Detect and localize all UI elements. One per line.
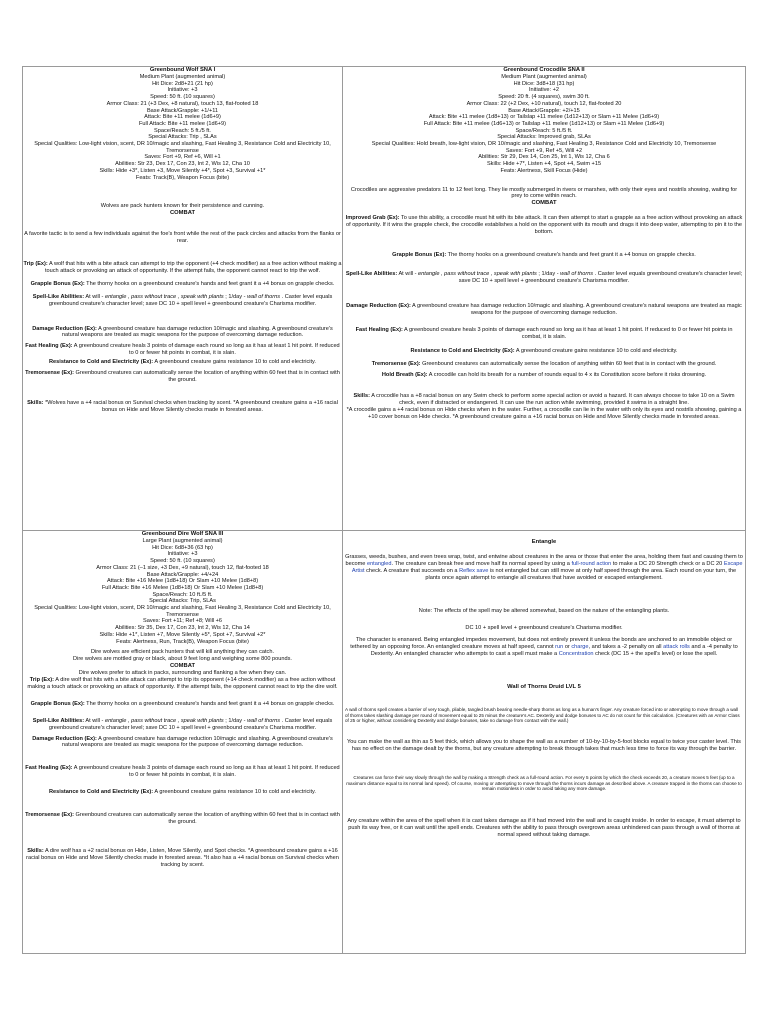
stat-line: Base Attack/Grapple: +2/+15 — [508, 107, 580, 114]
wolf-skills — [23, 400, 342, 414]
spell-name: wall of thorns — [247, 293, 281, 300]
crocodile-combat-heading: COMBAT — [531, 200, 557, 207]
ability-text: A greenbound creature heals 3 points of damage each round so long as it has at least 1 hit point. If reduced to 0 or fewer hit points in combat, it is slain. — [402, 326, 733, 340]
stat-line: Initiative: +2 — [528, 87, 559, 94]
stat-line: Special Attacks: Improved grab, SLAs — [497, 134, 591, 141]
ability-heading: Damage Reduction (Ex): — [32, 735, 97, 742]
ability-text: Greenbound creatures can automatically sense the location of anything within 60 feet that is in contact with the ground. — [420, 361, 717, 368]
spell-list: entangle , pass without trace , speak with plants — [418, 270, 537, 277]
creature-table — [22, 66, 746, 954]
stat-line: Special Qualities: Low-light vision, scent, DR 10/magic and slashing, Fast Healing 3, Resistance Cold and Electricity 10, Tremorsense — [34, 605, 331, 618]
ability-heading: Fast Healing (Ex): — [25, 343, 73, 350]
wolf-fast-healing — [23, 343, 342, 357]
crocodile-skills — [343, 393, 745, 407]
ability-text: At will - — [397, 270, 419, 277]
dire-wolf-resistance — [23, 789, 342, 796]
entangle-description — [343, 554, 745, 582]
ability-text: A crocodile can hold its breath for a number of rounds equal to 4 x its Constitution score before it risks drowning. — [427, 372, 707, 379]
stat-line: Space/Reach: 5 ft./5 ft. — [515, 127, 573, 134]
crocodile-title: Greenbound Crocodile SNA II — [503, 67, 585, 73]
crocodile-fast-healing — [343, 327, 745, 341]
dire-wolf-fast-healing — [23, 765, 342, 779]
wolf-resistance — [23, 359, 342, 366]
dire-wolf-grapple — [23, 701, 342, 708]
ability-text: A crocodile has a +8 racial bonus on any Swim check to perform some special action or avoid a hazard. It can always choose to take 10 on a Swim check, even if distracted or endangered. It can use the run action while swimming, provided it swims in a straight line. — [369, 393, 735, 407]
ability-text: ; 1/day - — [536, 270, 561, 277]
charge-link[interactable]: charge — [571, 644, 589, 651]
stat-line: Special Qualities: Hold breath, low-light vision, DR 10/magic and slashing, Fast Healing 3, Resistance Cold and Electricity 10, Tremorsense — [371, 141, 717, 148]
concentration-link[interactable]: Concentration — [558, 651, 594, 658]
entangle-text: Grasses, weeds, bushes, and even trees wrap, twist, and entwine about creatures in the area or those that enter the area, holding them fast and causing them to become — [345, 554, 743, 567]
wall-of-thorns-movement: Creatures can force their way slowly through the wall by making a Strength check as a full-round action. For every 5 points by which the check exceeds 20, a creature moves 5 feet (up to a maximum distance equal to its normal land speed). Of course, moving or attempting to move through the thorns incurs damage as described above. A creature trapped in the thorns can choose to remain motionless in order to avoid taking any more damage. — [346, 775, 742, 792]
ability-text: The thorny hooks on a greenbound creature's hands and feet grant it a +4 bonus on grapple checks. — [84, 280, 335, 287]
wolf-combat-heading: COMBAT — [169, 210, 195, 217]
dire-wolf-dr — [23, 736, 342, 750]
ability-text: ; 1/day - — [223, 293, 248, 300]
stat-line: Skills: Hide +7*, Listen +4, Spot +4, Swim +15 — [486, 161, 602, 168]
ability-text: A greenbound creature gains resistance 10 to cold and electricity. — [153, 789, 316, 796]
ability-heading: Trip (Ex): — [29, 676, 54, 683]
ability-heading: Spell-Like Abilities: — [32, 293, 85, 300]
stat-line: Speed: 50 ft. (10 squares) — [150, 94, 215, 101]
entangled-link[interactable]: entangled — [366, 560, 392, 567]
stat-line: Saves: Fort +11; Ref +8; Will +6 — [142, 618, 223, 625]
ability-text: A wolf that hits with a bite attack can attempt to trip the opponent (+4 check modifier) as a free action without making a touch attack or provoking an attack of opportunity. If the attempt fails, the opponent cannot react to trip the wolf. — [44, 260, 342, 274]
stat-line: Attack: Bite +11 melee (1d8+13) or Tailslap +11 melee (1d12+13) or Slam +11 Melee (1d6+9) — [428, 114, 660, 121]
ability-text: . Caster level equals greenbound creature's character level; save DC 10 + spell level + greenbound creature's Charisma modifier. — [458, 270, 743, 284]
crocodile-improved-grab — [343, 215, 745, 236]
crocodile-hold-breath — [343, 372, 745, 379]
ability-text: A greenbound creature has damage reduction 10/magic and slashing. A greenbound creature's natural weapons are treated as magic weapons for the purpose of overcoming damage reduction. — [410, 302, 742, 316]
ability-heading: Spell-Like Abilities: — [345, 270, 398, 277]
ability-text: Greenbound creatures can automatically sense the location of anything within 60 feet that is in contact with the ground. — [73, 812, 340, 825]
ability-text: To use this ability, a crocodile must hit with its bite attack. It can then attempt to start a grapple as a free action without provoking an attack of opportunity. If it wins the grapple check, the crocodile establishes a hold on the opponent with its mouth and drags it into deep water, attempting to pin it to the bottom. — [345, 215, 743, 236]
dire-wolf-tactics: Dire wolves prefer to attack in packs, surrounding and flanking a foe when they can. — [78, 670, 287, 677]
crocodile-grapple — [343, 252, 745, 259]
ability-text: ; 1/day - — [223, 717, 248, 724]
dire-wolf-combat-heading: COMBAT — [169, 663, 195, 670]
ability-heading: Trip (Ex): — [23, 260, 48, 267]
wall-of-thorns-cast-area: Any creature within the area of the spell when it is cast takes damage as if it had moved into the wall and is caught inside. In order to escape, it must attempt to push its way free, or it can wait until the spell ends. Creatures with the ability to pass through overgrown areas unhindered can pass through a wall of thorns at normal speed without taking damage. — [347, 817, 741, 838]
crocodile-description: Crocodiles are aggressive predators 11 to 12 feet long. They lie mostly submerged in rivers or marshes, with only their eyes and nostrils showing, waiting for prey to come within reach. — [350, 186, 738, 200]
stat-line: Special Attacks: Trip, SLAs — [149, 598, 216, 605]
spell-name: wall of thorns — [247, 717, 281, 724]
dire-wolf-tremorsense — [23, 812, 342, 826]
ability-text: The thorny hooks on a greenbound creature's hands and feet grant it a +4 bonus on grapple checks. — [446, 252, 696, 259]
wall-of-thorns-title: Wall of Thorns Druid LVL 5 — [507, 684, 581, 691]
condition-text: and a -4 penalty to Dexterity. An entangled character who attempts to cast a spell must make a — [370, 644, 738, 658]
wolf-title: Greenbound Wolf SNA I — [149, 67, 216, 73]
stat-line: Feats: Track(B), Weapon Focus (bite) — [135, 174, 230, 181]
stat-line: Speed: 20 ft. (4 squares), swim 30 ft. — [498, 94, 590, 101]
wolf-tremorsense — [23, 370, 342, 384]
entangled-condition — [343, 637, 745, 658]
crocodile-dr — [343, 303, 745, 317]
ability-heading: Resistance to Cold and Electricity (Ex): — [49, 359, 154, 366]
ability-heading: Tremorsense (Ex): — [25, 370, 74, 377]
ability-heading: Skills: — [27, 847, 44, 854]
ability-heading: Skills: — [353, 393, 370, 400]
ability-text: A dire wolf has a +2 racial bonus on Hide, Listen, Move Silently, and Spot checks. *A greenbound creature gains a +16 racial bonus on Hide and Move Silently checks made in forested areas. *It also has a +4 racial bonus on Survival checks when tracking by scent. — [26, 847, 339, 868]
spell-list: entangle , pass without trace , speak with plants — [104, 717, 224, 724]
ability-heading: Grapple Bonus (Ex): — [392, 252, 447, 259]
ability-text: A dire wolf that hits with a bite attack can attempt to trip its opponent (+14 check modifier) as a free action without making a touch attack or provoking an attack of opportunity. If the attempt fails, the opponent cannot react to trip the dire wolf. — [27, 676, 338, 690]
ability-heading: Fast Healing (Ex): — [25, 765, 73, 772]
spell-name: wall of thorns — [560, 270, 594, 277]
ability-text: A greenbound creature has damage reduction 10/magic and slashing. A greenbound creature's natural weapons are treated as magic weapons for the purpose of overcoming damage reduction. — [61, 735, 333, 749]
crocodile-stat-block — [343, 74, 745, 175]
stat-line: Full Attack: Bite +11 melee (1d6+9) — [139, 120, 226, 127]
ability-text: *Wolves have a +4 racial bonus on Survival checks when tracking by scent. *A greenbound creature gains a +16 racial bonus on Hide and Move Silently checks made in forested areas. — [43, 399, 338, 413]
stat-line: Feats: Alertness, Run, Track(B), Weapon Focus (bite) — [116, 638, 249, 645]
stat-line: Large Plant (augmented animal) — [142, 538, 223, 544]
ability-heading: Hold Breath (Ex): — [381, 372, 428, 379]
ability-heading: Resistance to Cold and Electricity (Ex): — [410, 348, 515, 355]
ability-heading: Grapple Bonus (Ex): — [30, 280, 85, 287]
stat-line: Hit Dice: 3d8+18 (31 hp) — [513, 80, 575, 87]
ability-heading: Resistance to Cold and Electricity (Ex): — [49, 789, 154, 796]
ability-heading: Tremorsense (Ex): — [371, 361, 421, 368]
entangle-title: Entangle — [531, 539, 557, 545]
crocodile-skills-note: *A crocodile gains a +4 racial bonus on Hide checks when in the water. Further, a crocodile can lie in the water with only its eyes and nostrils showing, gaining a +10 cover bonus on Hide checks. *A greenbound creature gains a +16 racial bonus on Hide and Move Silently checks made in forested areas. — [346, 406, 742, 420]
stat-line: Feats: Alertness, Skill Focus (Hide) — [500, 167, 588, 174]
stat-line: Skills: Hide +3*, Listen +3, Move Silently +4*, Spot +3, Survival +1* — [99, 167, 266, 174]
stat-line: Special Attacks: Trip , SLAs — [148, 134, 217, 141]
condition-text: or — [563, 644, 572, 651]
entangle-text: . The creature can break free and move half its normal speed by using a — [391, 560, 572, 567]
stat-line: Special Qualities: Low-light vision, scent, DR 10/magic and slashing, Fast Healing 3, Resistance Cold and Electricity 10, Tremorsense — [34, 141, 331, 154]
stat-line: Abilities: Str 23, Dex 17, Con 23, Int 2, Wis 12, Cha 10 — [115, 161, 250, 168]
ability-heading: Skills: — [27, 399, 44, 406]
stat-line: Full Attack: Bite +16 Melee (1d8+18) Or Slam +10 Melee (1d8+8) — [101, 584, 264, 591]
ability-text: Greenbound creatures can automatically sense the location of anything within 60 feet that is in contact with the ground. — [73, 370, 340, 383]
stat-line: Medium Plant (augmented animal) — [501, 74, 587, 80]
stat-line: Attack: Bite +11 melee (1d6+9) — [144, 114, 221, 121]
wolf-cell — [23, 67, 342, 530]
wolf-sla — [23, 294, 342, 308]
stat-line: Base Attack/Grapple: +1/+11 — [146, 107, 219, 114]
stat-line: Initiative: +3 — [167, 551, 198, 558]
wolf-stat-block — [23, 74, 342, 181]
entangle-text: is not entangled but can still move at only half speed through the area. Each round on your turn, the plants once again attempt to entangle all creatures that have avoided or escaped entanglement. — [425, 567, 737, 581]
spells-cell — [343, 531, 745, 954]
attack-rolls-link[interactable]: attack rolls — [663, 644, 690, 651]
stat-line: Hit Dice: 2d8+21 (21 hp) — [152, 80, 213, 87]
ability-text: A greenbound creature gains resistance 10 to cold and electricity. — [153, 359, 316, 366]
dire-wolf-title: Greenbound Dire Wolf SNA III — [141, 531, 224, 537]
stat-line: Initiative: +3 — [167, 87, 198, 94]
wall-of-thorns-description: A wall of thorns spell creates a barrier of very tough, pliable, tangled brush bearing needle-sharp thorns as long as a human's finger. Any creature forced into or attempting to move through a wall of thorns takes slashing damage per round of movement equal to 25 minus the creature's AC. Dexterity and dodge bonuses to AC do not count for this calculation. (Creatures with an Armor Class of 25 or higher, without considering Dexterity and dodge bonuses, take no damage from contact with the wall.) — [345, 707, 740, 723]
dire-wolf-trip — [23, 677, 342, 691]
wolf-dr — [23, 326, 342, 340]
stat-line: Armor Class: 21 (–1 size, +3 Dex, +9 natural), touch 12, flat-footed 18 — [96, 564, 269, 571]
wall-of-thorns-shape: You can make the wall as thin as 5 feet thick, which allows you to shape the wall as a number of 10-by-10-by-5-foot blocks equal to twice your caster level. This has no effect on the damage dealt by the thorns, but any creature attempting to break through takes that much less time to force its way through the barrier. — [347, 739, 741, 753]
stat-line: Abilities: Str 29, Dex 14, Con 25, Int 1, Wis 12, Cha 6 — [478, 154, 610, 161]
stat-line: Space/Reach: 5 ft./5 ft. — [154, 127, 211, 134]
stat-line: Hit Dice: 6d8+36 (63 hp) — [152, 544, 213, 551]
wolf-trip — [23, 261, 342, 275]
stat-line: Speed: 50 ft. (10 squares) — [150, 558, 215, 565]
stat-line: Skills: Hide +1*, Listen +7, Move Silently +5*, Spot +7, Survival +2* — [99, 631, 266, 638]
dire-wolf-description: Dire wolves are efficient pack hunters that will kill anything they can catch. — [90, 649, 275, 656]
ability-heading: Damage Reduction (Ex): — [32, 325, 97, 332]
condition-text: check (DC 15 + the spell's level) or lose the spell. — [593, 651, 718, 658]
full-round-action-link[interactable]: full-round action — [571, 560, 612, 567]
stat-line: Space/Reach: 10 ft./5 ft. — [152, 591, 213, 598]
condition-text: , and takes a -2 penalty on all — [588, 644, 664, 651]
stat-line: Attack: Bite +16 Melee (1d8+18) Or Slam +10 Melee (1d8+8) — [106, 578, 259, 585]
ability-text: A greenbound creature has damage reduction 10/magic and slashing. A greenbound creature's natural weapons are treated as magic weapons for the purpose of overcoming damage reduction. — [61, 325, 333, 339]
stat-line: Armor Class: 22 (+2 Dex, +10 natural), touch 12, flat-footed 20 — [466, 100, 622, 107]
wolf-description: Wolves are pack hunters known for their persistence and cunning. — [100, 203, 265, 210]
stat-line: Saves: Fort +9, Ref +6, Will +1 — [144, 154, 221, 161]
stat-line: Full Attack: Bite +11 melee (1d6+13) or Tailslap +11 melee (1d12+13) or Slam +11 Melee (1d6+9) — [423, 120, 665, 127]
entangle-dc: DC 10 + spell level + greenbound creature's Charisma modifier. — [465, 624, 623, 631]
wolf-grapple — [23, 281, 342, 288]
ability-heading: Spell-Like Abilities: — [32, 717, 85, 724]
stat-line: Base Attack/Grapple: +4/+24 — [146, 571, 219, 578]
entangle-text: to make a DC 20 Strength check or a DC 20 — [611, 560, 724, 567]
stat-line: Saves: Fort +9, Ref +5, Will +2 — [505, 147, 583, 154]
ability-text: A greenbound creature gains resistance 10 to cold and electricity. — [514, 348, 678, 355]
dire-wolf-sla — [23, 718, 342, 732]
stat-line: Armor Class: 21 (+3 Dex, +8 natural), touch 13, flat-footed 18 — [106, 100, 259, 107]
dire-wolf-cell — [23, 531, 342, 954]
escape-artist-link[interactable]: Escape Artist — [351, 560, 743, 574]
ability-heading: Fast Healing (Ex): — [355, 326, 403, 333]
ability-text: The thorny hooks on a greenbound creature's hands and feet grant it a +4 bonus on grapple checks. — [84, 700, 335, 707]
crocodile-cell — [343, 67, 745, 530]
stat-line: Abilities: Str 35, Dex 17, Con 23, Int 2, Wis 12, Cha 14 — [115, 625, 250, 632]
condition-text: The character is ensnared. Being entangled impedes movement, but does not entirely prevent it unless the bonds are anchored to an immobile object or tethered by an opposing force. An entangled creature moves at half speed, cannot — [350, 637, 733, 651]
ability-text: At will - — [84, 717, 105, 724]
spell-list: entangle , pass without trace , speak with plants — [104, 293, 224, 300]
ability-heading: Tremorsense (Ex): — [25, 812, 74, 819]
ability-text: A greenbound creature heals 3 points of damage each round so long as it has at least 1 hit point. If reduced to 0 or fewer hit points in combat, it is slain. — [72, 343, 340, 357]
dire-wolf-appearance: Dire wolves are mottled gray or black, about 9 feet long and weighing some 800 pounds. — [73, 656, 292, 663]
reflex-save-link[interactable]: Reflex save — [459, 567, 489, 574]
ability-heading: Improved Grab (Ex): — [345, 215, 400, 222]
ability-heading: Grapple Bonus (Ex): — [30, 700, 85, 707]
crocodile-tremorsense — [343, 361, 745, 368]
crocodile-resistance — [343, 348, 745, 355]
entangle-note: Note: The effects of the spell may be altered somewhat, based on the nature of the entangling plants. — [418, 607, 670, 614]
stat-line: Medium Plant (augmented animal) — [139, 74, 226, 80]
ability-text: At will - — [84, 293, 105, 300]
wolf-tactic: A favorite tactic is to send a few individuals against the foe's front while the rest of the pack circles and attacks from the flanks or rear. — [24, 231, 341, 245]
entangle-text: check. A creature that succeeds on a — [364, 567, 460, 574]
ability-heading: Damage Reduction (Ex): — [346, 302, 411, 309]
ability-text: . Caster level equals greenbound creature's character level; save DC 10 + spell level + greenbound creature's Charisma modifier. — [48, 717, 333, 731]
dire-wolf-skills — [23, 848, 342, 869]
ability-text: A greenbound creature heals 3 points of damage each round so long as it has at least 1 hit point. If reduced to 0 or fewer hit points in combat, it is slain. — [72, 765, 340, 779]
ability-text: . Caster level equals greenbound creature's character level; save DC 10 + spell level + greenbound creature's Charisma modifier. — [48, 293, 333, 307]
run-link[interactable]: run — [555, 644, 564, 651]
dire-wolf-stat-block — [23, 538, 342, 645]
crocodile-sla — [343, 271, 745, 285]
